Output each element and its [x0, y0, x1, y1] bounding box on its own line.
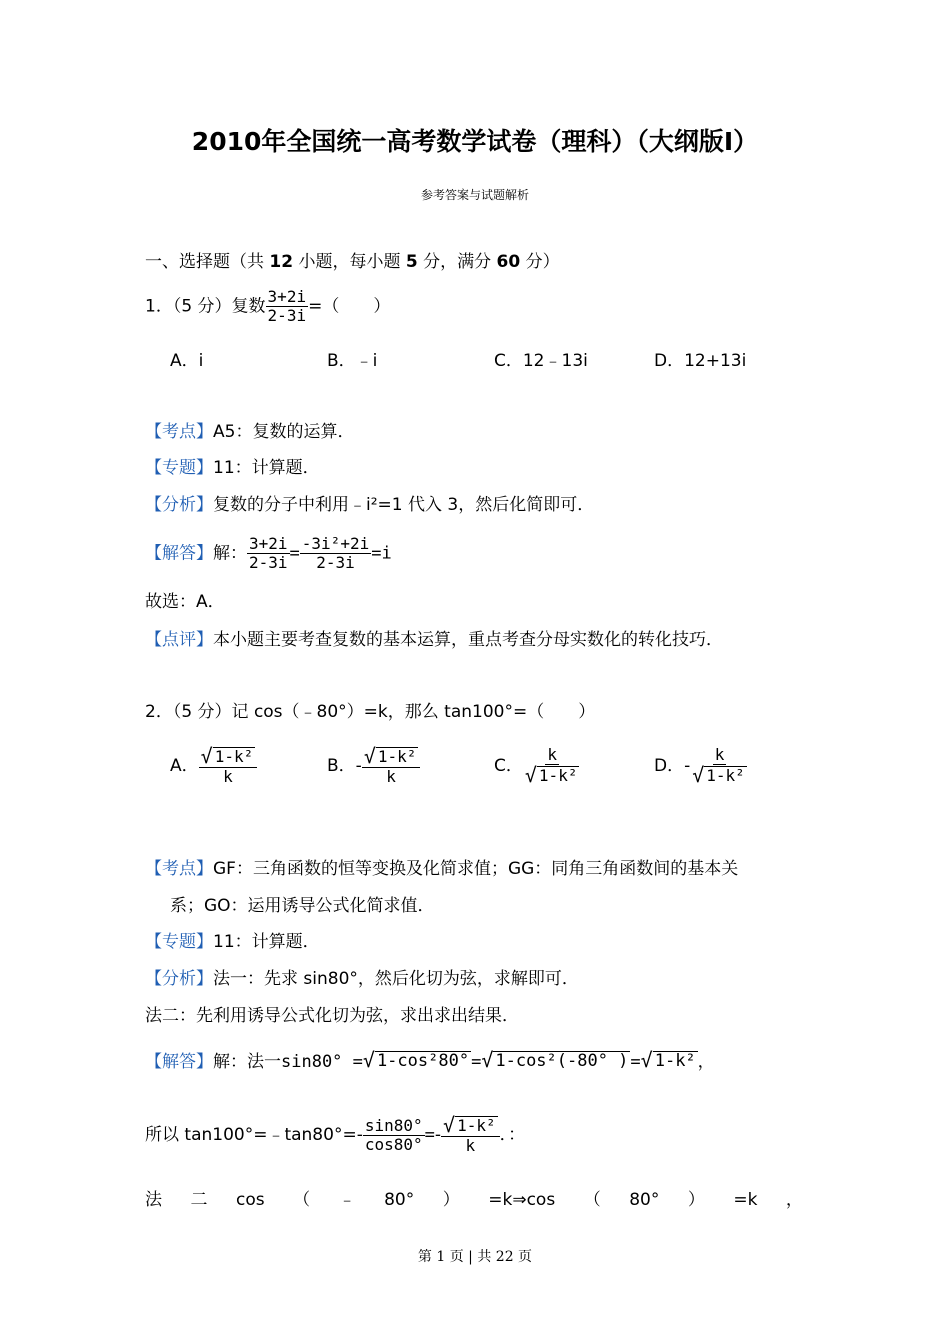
radicand: 1-k² — [377, 747, 417, 766]
negative-sign: - — [356, 1125, 363, 1145]
question-1-text: 1．（5 分）复数 — [145, 296, 266, 317]
fraction-numerator: 3+2i — [249, 534, 288, 553]
kaodian-text: A5：复数的运算． — [213, 422, 355, 442]
sqrt: √ 1-cos²80° — [362, 1048, 470, 1072]
word: ， — [785, 1190, 803, 1210]
sqrt: √ 1-k² — [524, 763, 578, 787]
q2-kaodian — [145, 857, 738, 881]
option-label: C． — [494, 756, 523, 776]
question-1-stem — [145, 288, 390, 325]
fenxi-tag: 【分析】 — [145, 969, 213, 989]
q2-fenxi — [145, 967, 579, 991]
negative-sign: - — [684, 756, 691, 776]
word: 80° — [384, 1190, 415, 1210]
fraction-numerator: 3+2i — [267, 287, 307, 306]
q1-option-d[interactable]: D．12+13i — [654, 351, 747, 371]
fraction-numerator: k — [714, 745, 725, 764]
fraction-denominator: cos80° — [364, 1134, 423, 1154]
q1-fenxi — [145, 493, 594, 517]
option-label: B． — [327, 756, 356, 776]
fraction — [363, 1117, 425, 1154]
jieda-lead: 解：法一 — [213, 1052, 281, 1072]
q2-fenxi-method2: 法二：先利用诱导公式化切为弦，求出求出结果． — [145, 1006, 519, 1026]
dianping-text: 本小题主要考查复数的基本运算，重点考查分母实数化的转化技巧． — [213, 630, 723, 650]
q2-method2-line — [145, 1188, 803, 1212]
q1-dianping — [145, 628, 723, 652]
sqrt: √ 1-k² — [692, 763, 745, 787]
q2-kaodian-cont: 系；GO：运用诱导公式化简求值． — [170, 896, 435, 916]
section-heading-text: 分） — [520, 252, 560, 272]
q2-option-c[interactable] — [494, 746, 581, 786]
zhuanti-tag: 【专题】 — [145, 458, 213, 478]
q2-option-a[interactable] — [170, 746, 257, 786]
word: ） — [687, 1190, 705, 1210]
fraction-numerator: -3i²+2i — [301, 534, 370, 553]
option-label: A． — [170, 756, 199, 776]
fraction-numerator: sin80° — [364, 1115, 423, 1135]
fraction-denominator: 2-3i — [249, 553, 288, 572]
radicand: 1-cos²80° — [376, 1051, 470, 1071]
fraction — [199, 746, 258, 786]
q1-option-c[interactable]: C．12﹣13i — [494, 351, 588, 371]
word: cos — [236, 1190, 265, 1210]
kaodian-tag: 【考点】 — [145, 422, 213, 442]
equals-sign: = — [424, 1125, 435, 1145]
points-total: 60 — [496, 252, 521, 272]
points-each: 5 — [405, 252, 418, 272]
sqrt: √ 1-k² — [443, 1113, 496, 1137]
kaodian-text: GF：三角函数的恒等变换及化简求值；GG：同角三角函数间的基本关 — [213, 859, 739, 879]
jieda-lead: 解： — [213, 543, 247, 564]
radicand: 1-k² — [654, 1051, 696, 1071]
word: ） — [442, 1190, 460, 1210]
suoyi-text: 所以 tan100°=﹣tan80°= — [145, 1125, 357, 1145]
word: （ — [583, 1190, 601, 1210]
section-heading-text: 分，满分 — [417, 252, 497, 272]
word: =k⇒cos — [488, 1190, 556, 1210]
q2-option-d[interactable] — [654, 746, 749, 786]
option-label: D． — [654, 756, 685, 776]
fraction — [247, 535, 290, 572]
negative-sign: - — [434, 1125, 442, 1145]
question-count: 12 — [269, 252, 294, 272]
section-heading-text: 一、选择题（共 — [145, 252, 270, 272]
q1-option-b[interactable]: B．﹣i — [327, 351, 378, 371]
q1-answer: 故选：A． — [145, 592, 225, 612]
q1-zhuanti — [145, 456, 320, 480]
equals-sign: = — [630, 1052, 641, 1072]
equation-term: sin80° = — [281, 1052, 363, 1072]
q2-option-b[interactable] — [327, 746, 420, 786]
word: 二 — [190, 1190, 208, 1210]
fraction — [690, 746, 749, 786]
fraction-denominator: k — [465, 1136, 476, 1155]
q2-suoyi — [145, 1115, 525, 1155]
question-1-blank: =（ ） — [308, 296, 391, 317]
word: ﹣ — [338, 1190, 356, 1210]
punctuation: ， — [697, 1052, 715, 1072]
jieda-tag: 【解答】 — [145, 543, 213, 564]
negative-sign: - — [355, 756, 362, 776]
question-2-stem: 2．（5 分）记 cos（﹣80°）=k，那么 tan100°=（ ） — [145, 702, 596, 722]
word: 80° — [629, 1190, 660, 1210]
radicand: 1-k² — [538, 766, 578, 785]
q2-jieda — [145, 1050, 715, 1074]
word: =k — [733, 1190, 758, 1210]
radicand: 1-k² — [214, 747, 254, 766]
q1-kaodian — [145, 420, 354, 444]
zhuanti-tag: 【专题】 — [145, 932, 213, 952]
sqrt: √ 1-cos²(-80° ) — [481, 1048, 629, 1072]
zhuanti-text: 11：计算题． — [213, 458, 320, 478]
q2-zhuanti — [145, 930, 320, 954]
fenxi-text: 复数的分子中利用﹣i²=1 代入 3，然后化简即可． — [213, 495, 595, 515]
page-footer: 第 1 页 | 共 22 页 — [417, 1249, 533, 1265]
fraction — [300, 535, 371, 572]
fraction-denominator: 2-3i — [267, 306, 307, 325]
page-title: 2010年全国统一高考数学试卷（理科）（大纲版Ⅰ） — [191, 127, 759, 156]
fraction — [362, 746, 421, 786]
equation-result: =i — [371, 543, 392, 564]
radicand: 1-cos²(-80° ) — [495, 1051, 629, 1071]
fenxi-tag: 【分析】 — [145, 495, 213, 515]
q1-option-a[interactable]: A．i — [170, 351, 204, 371]
page-subtitle: 参考答案与试题解析 — [420, 188, 529, 202]
jieda-tag: 【解答】 — [145, 1052, 213, 1072]
section-heading-text: 小题，每小题 — [293, 252, 406, 272]
word: 法 — [145, 1190, 162, 1210]
punctuation: ．： — [499, 1125, 526, 1145]
zhuanti-text: 11：计算题． — [213, 932, 320, 952]
fraction-denominator: k — [223, 767, 233, 786]
fraction — [441, 1115, 500, 1155]
q1-jieda: 【解答】解： $\frac{3+2i}{2-3i}$ = $\frac{\text{-3i²+2i}}{2-3i}$ =i — [145, 534, 392, 572]
fenxi-text: 法一：先求 sin80°，然后化切为弦，求解即可． — [213, 969, 579, 989]
fraction-numerator: k — [547, 745, 557, 764]
fraction-denominator: k — [386, 767, 396, 786]
radicand: 1-k² — [706, 766, 745, 785]
sqrt: √ 1-k² — [363, 744, 417, 768]
equals-sign: = — [471, 1052, 482, 1072]
fraction-denominator: 2-3i — [316, 553, 355, 572]
sqrt: √ 1-k² — [200, 744, 254, 768]
section-heading — [145, 250, 560, 274]
dianping-tag: 【点评】 — [145, 630, 213, 650]
radicand: 1-k² — [457, 1116, 496, 1135]
word: （ — [293, 1190, 311, 1210]
kaodian-tag: 【考点】 — [145, 859, 213, 879]
fraction — [523, 746, 582, 786]
sqrt: √ 1-k² — [640, 1048, 696, 1072]
fraction — [266, 288, 309, 325]
